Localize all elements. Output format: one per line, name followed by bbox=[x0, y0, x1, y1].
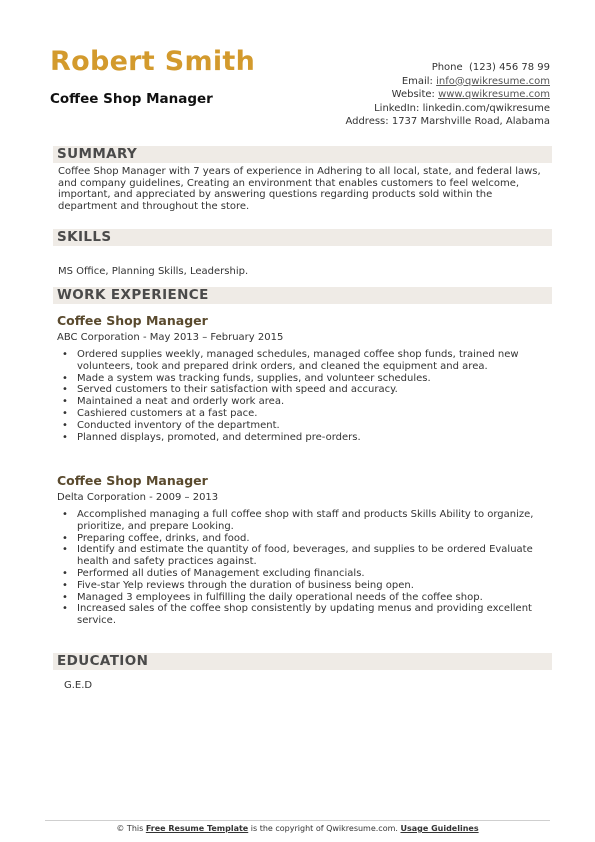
list-item: • Conducted inventory of the department. bbox=[62, 419, 280, 431]
contact-phone bbox=[345, 61, 550, 75]
section-title: SKILLS bbox=[57, 229, 112, 245]
skills-section-header bbox=[53, 229, 552, 246]
contact-website bbox=[345, 88, 550, 102]
candidate-role: Coffee Shop Manager bbox=[50, 91, 213, 107]
bullet-icon: • bbox=[62, 544, 68, 556]
contact-block bbox=[345, 61, 550, 129]
section-title: WORK EXPERIENCE bbox=[57, 287, 209, 303]
list-item: • Made a system was tracking funds, supplies, and volunteer schedules. bbox=[62, 372, 431, 384]
bullet-icon: • bbox=[62, 396, 68, 408]
usage-guidelines-link[interactable]: Usage Guidelines bbox=[400, 824, 479, 833]
contact-email bbox=[345, 75, 550, 89]
summary-section-header bbox=[53, 146, 552, 163]
email-link[interactable]: info@qwikresume.com bbox=[436, 75, 550, 87]
summary-text: Coffee Shop Manager with 7 years of experience in Adhering to all local, state, and federal laws, and company guidelines, Creating an environment that enables customers to feel welcome, important, and appreciated by answering questions regarding products sold within the department and throughout the store. bbox=[58, 166, 541, 212]
bullet-icon: • bbox=[62, 591, 68, 603]
address-value: 1737 Marshville Road, Alabama bbox=[391, 116, 550, 127]
job-company: Delta Corporation - 2009 – 2013 bbox=[57, 492, 219, 503]
bullet-icon: • bbox=[62, 509, 68, 520]
list-item: • Managed 3 employees in fulfilling the daily operational needs of the coffee shop. bbox=[62, 591, 483, 603]
list-item: • Increased sales of the coffee shop consistently by updating menus and providing excellent service. bbox=[62, 603, 532, 627]
job-bullets bbox=[62, 349, 540, 443]
list-item: • Identify and estimate the quantity of food, beverages, and supplies to be ordered Evaluate health and safety practices against. bbox=[62, 544, 533, 568]
education-text: G.E.D bbox=[64, 680, 93, 691]
website-label: Website: bbox=[391, 89, 435, 100]
bullet-icon: • bbox=[62, 603, 68, 615]
address-label: Address: bbox=[345, 116, 389, 127]
bullet-icon: • bbox=[62, 419, 68, 431]
bullet-icon: • bbox=[62, 372, 68, 384]
job-title: Coffee Shop Manager bbox=[57, 473, 208, 488]
list-item: • Cashiered customers at a fast pace. bbox=[62, 407, 258, 419]
list-item: • Maintained a neat and orderly work area. bbox=[62, 396, 285, 408]
phone-value: (123) 456 78 99 bbox=[469, 62, 550, 73]
email-label: Email: bbox=[401, 75, 433, 87]
linkedin-label: LinkedIn: bbox=[374, 102, 420, 114]
job-title: Coffee Shop Manager bbox=[57, 313, 208, 328]
footer-middle: is the copyright of Qwikresume.com. bbox=[248, 824, 401, 833]
linkedin-value: linkedin.com/qwikresume bbox=[422, 102, 550, 114]
footer bbox=[0, 824, 595, 833]
free-resume-template-link[interactable]: Free Resume Template bbox=[145, 824, 249, 833]
bullet-icon: • bbox=[62, 384, 68, 396]
phone-label: Phone bbox=[431, 62, 463, 73]
bullet-icon: • bbox=[62, 567, 68, 579]
website-link[interactable]: www.qwikresume.com bbox=[438, 89, 550, 100]
list-item: • Accomplished managing a full coffee shop with staff and products Skills Ability to organize, prioritize, and prepare Looking. bbox=[62, 509, 534, 532]
experience-section-header bbox=[53, 287, 552, 304]
bullet-icon: • bbox=[62, 532, 68, 544]
footer-divider bbox=[45, 820, 550, 821]
candidate-name: Robert Smith bbox=[50, 46, 256, 77]
list-item: • Performed all duties of Management excluding financials. bbox=[62, 567, 365, 579]
job-bullets bbox=[62, 509, 540, 627]
bullet-icon: • bbox=[62, 431, 68, 443]
bullet-icon: • bbox=[62, 407, 68, 419]
list-item: • Five-star Yelp reviews through the duration of business being open. bbox=[62, 579, 414, 591]
contact-linkedin bbox=[345, 102, 550, 116]
list-item: • Planned displays, promoted, and determined pre-orders. bbox=[62, 431, 361, 443]
footer-prefix: © This bbox=[116, 824, 146, 833]
education-section-header bbox=[53, 653, 552, 670]
list-item: • Served customers to their satisfaction with speed and accuracy. bbox=[62, 384, 398, 396]
bullet-icon: • bbox=[62, 579, 68, 591]
job-company: ABC Corporation - May 2013 – February 2015 bbox=[57, 332, 284, 343]
list-item: • Ordered supplies weekly, managed schedules, managed coffee shop funds, trained new volunteers, took and prepared drink orders, and cleaned the equipment and area. bbox=[62, 349, 519, 372]
contact-address bbox=[345, 115, 550, 129]
bullet-icon: • bbox=[62, 349, 68, 360]
skills-text: MS Office, Planning Skills, Leadership. bbox=[58, 266, 249, 277]
list-item: • Preparing coffee, drinks, and food. bbox=[62, 532, 250, 544]
section-title: EDUCATION bbox=[57, 653, 149, 669]
section-title: SUMMARY bbox=[57, 146, 138, 162]
